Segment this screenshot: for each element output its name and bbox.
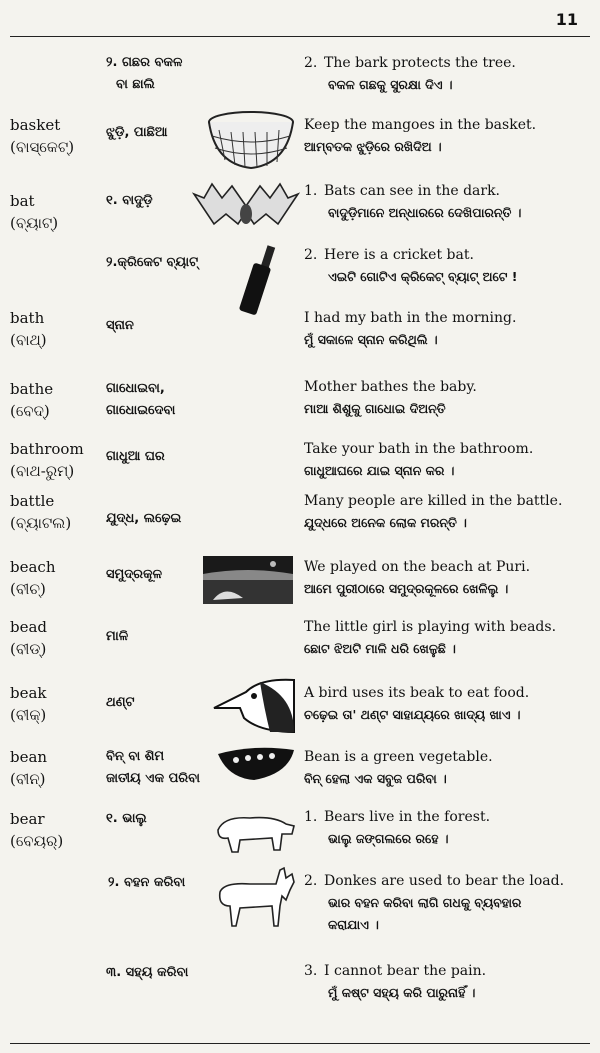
meaning: ୩. ସହ୍ୟ କରିବା [106,965,189,980]
cricket-bat-icon [236,244,282,318]
headword: bathroom [10,440,84,458]
footer-rule [10,1043,590,1044]
pronunciation: (ବେଦ୍) [10,402,50,420]
page-number: 11 [555,10,578,29]
pronunciation: (ବ୍ୟାଟ୍) [10,214,59,232]
example-english: Many people are killed in the battle. [304,493,563,509]
bear-icon [210,810,298,856]
meaning-line2: ଜାତୀୟ ଏକ ପରିବା [106,771,200,786]
example-odia: ମୁଁ କଷ୍ଟ ସହ୍ୟ କରି ପାରୁନାହିଁ । [328,985,476,1000]
pronunciation: (ବାଥ୍) [10,331,47,349]
example-odia: ଭାର ବହନ କରିବା ଲାଗି ଗଧକୁ ବ୍ୟବହାର [328,895,522,910]
meaning: ୨. ବହନ କରିବା [108,875,186,890]
example-number: 2. [304,247,318,263]
example-english: I cannot bear the pain. [324,963,487,979]
example-odia: ଆମେ ପୁରୀଠାରେ ସମୁଦ୍ରକୂଳରେ ଖେଳିଲୁ । [304,581,509,596]
meaning: ୧. ଭାଲୁ [106,811,147,826]
pronunciation: (ବେୟର୍) [10,832,64,850]
example-odia: ବକଳ ଗଛକୁ ସୁରକ୍ଷା ଦିଏ । [328,77,453,92]
meaning: ଯୁଦ୍ଧ, ଲଢ଼େଇ [106,511,182,526]
headword: bathe [10,380,54,398]
example-english: A bird uses its beak to eat food. [304,685,530,701]
headword: battle [10,492,55,510]
example-odia: ଗାଧୁଆଘରେ ଯାଇ ସ୍ନାନ କର । [304,463,455,478]
example-english: Bean is a green vegetable. [304,749,493,765]
example-english: We played on the beach at Puri. [304,559,531,575]
bat-animal-icon [192,180,300,234]
example-english: Mother bathes the baby. [304,379,477,395]
basket-icon [205,108,297,174]
headword: bat [10,192,35,210]
pronunciation: (ବ୍ୟାଟଲ) [10,514,72,532]
example-odia: ଆମ୍ବତକ ଝୁଡ଼ିରେ ରଖିଦିଅ । [304,139,442,154]
headword: bear [10,810,45,828]
example-odia: ଏଇଟି ଗୋଟିଏ କ୍ରିକେଟ୍ ବ୍ୟାଟ୍ ଅଟେ ! [328,269,518,284]
pronunciation: (ବାଥ-ରୁମ୍) [10,462,75,480]
headword: beach [10,558,56,576]
example-odia: ଚଢ଼େଇ ତା' ଥଣ୍ଟ ସାହାଯ୍ୟରେ ଖାଦ୍ୟ ଖାଏ । [304,707,521,722]
meaning: ଥଣ୍ଟ [106,695,135,710]
meaning-line2: ଗାଧୋଇଦେବା [106,403,176,418]
example-odia: ମୁଁ ସକାଳେ ସ୍ନାନ କରିଥିଲି । [304,332,438,347]
headword: beak [10,684,47,702]
example-odia: ଭାଲୁ ଜଙ୍ଗଲରେ ରହେ । [328,831,449,846]
headword: bean [10,748,48,766]
pronunciation: (ବୀଡ୍) [10,640,47,658]
example-english: Donkes are used to bear the load. [324,873,565,889]
header-rule [10,36,590,37]
example-number: 1. [304,809,318,825]
bean-pod-icon [214,742,298,784]
example-number: 2. [304,873,318,889]
example-odia: ମାଆ ଶିଶୁକୁ ଗାଧୋଇ ଦିଅନ୍ତି [304,401,446,416]
example-odia: ବିନ୍ ହେଲା ଏକ ସବୁଜ ପରିବା । [304,771,447,786]
meaning: ଝୁଡ଼ି, ପାଛିଆ [106,125,168,140]
meaning: ମାଳି [106,629,129,644]
pronunciation: (ବାସ୍କେଟ୍) [10,138,75,156]
meaning: ଗାଧୋଇବା, [106,381,165,396]
meaning: ୨.କ୍ରିକେଟ ବ୍ୟାଟ୍ [106,255,199,270]
example-english: Take your bath in the bathroom. [304,441,534,457]
example-odia: ବାଦୁଡ଼ିମାନେ ଅନ୍ଧାରରେ ଦେଖିପାରନ୍ତି । [328,205,522,220]
meaning: ୧. ବାଦୁଡ଼ି [106,193,153,208]
example-english: Keep the mangoes in the basket. [304,117,537,133]
example-english: The little girl is playing with beads. [304,619,557,635]
meaning: ୨. ଗଛର ବକଳ [106,55,183,70]
headword: basket [10,116,61,134]
bird-beak-icon [210,678,296,734]
example-odia: ଛୋଟ ଝିଅଟି ମାଳି ଧରି ଖେଳୁଛି । [304,641,456,656]
meaning-line2: ବା ଛାଲି [116,77,155,92]
donkey-icon [210,866,300,932]
example-english: The bark protects the tree. [324,55,516,71]
example-odia-line2: କରାଯାଏ । [328,917,379,932]
example-english: Here is a cricket bat. [324,247,474,263]
meaning: ବିନ୍ ବା ଶିମ [106,749,165,764]
example-number: 2. [304,55,318,71]
example-number: 3. [304,963,318,979]
example-english: Bears live in the forest. [324,809,491,825]
meaning: ସ୍ନାନ [106,318,134,333]
headword: bead [10,618,48,636]
pronunciation: (ବୀକ୍) [10,706,47,724]
beach-scene-icon [203,556,293,604]
pronunciation: (ବୀଚ୍) [10,580,46,598]
example-english: Bats can see in the dark. [324,183,501,199]
headword: bath [10,309,45,327]
pronunciation: (ବୀନ୍) [10,770,46,788]
meaning: ଗାଧୁଆ ଘର [106,449,165,464]
example-odia: ଯୁଦ୍ଧରେ ଅନେକ ଲୋକ ମରନ୍ତି । [304,515,467,530]
meaning: ସମୁଦ୍ରକୂଳ [106,567,162,582]
example-number: 1. [304,183,318,199]
example-english: I had my bath in the morning. [304,310,517,326]
